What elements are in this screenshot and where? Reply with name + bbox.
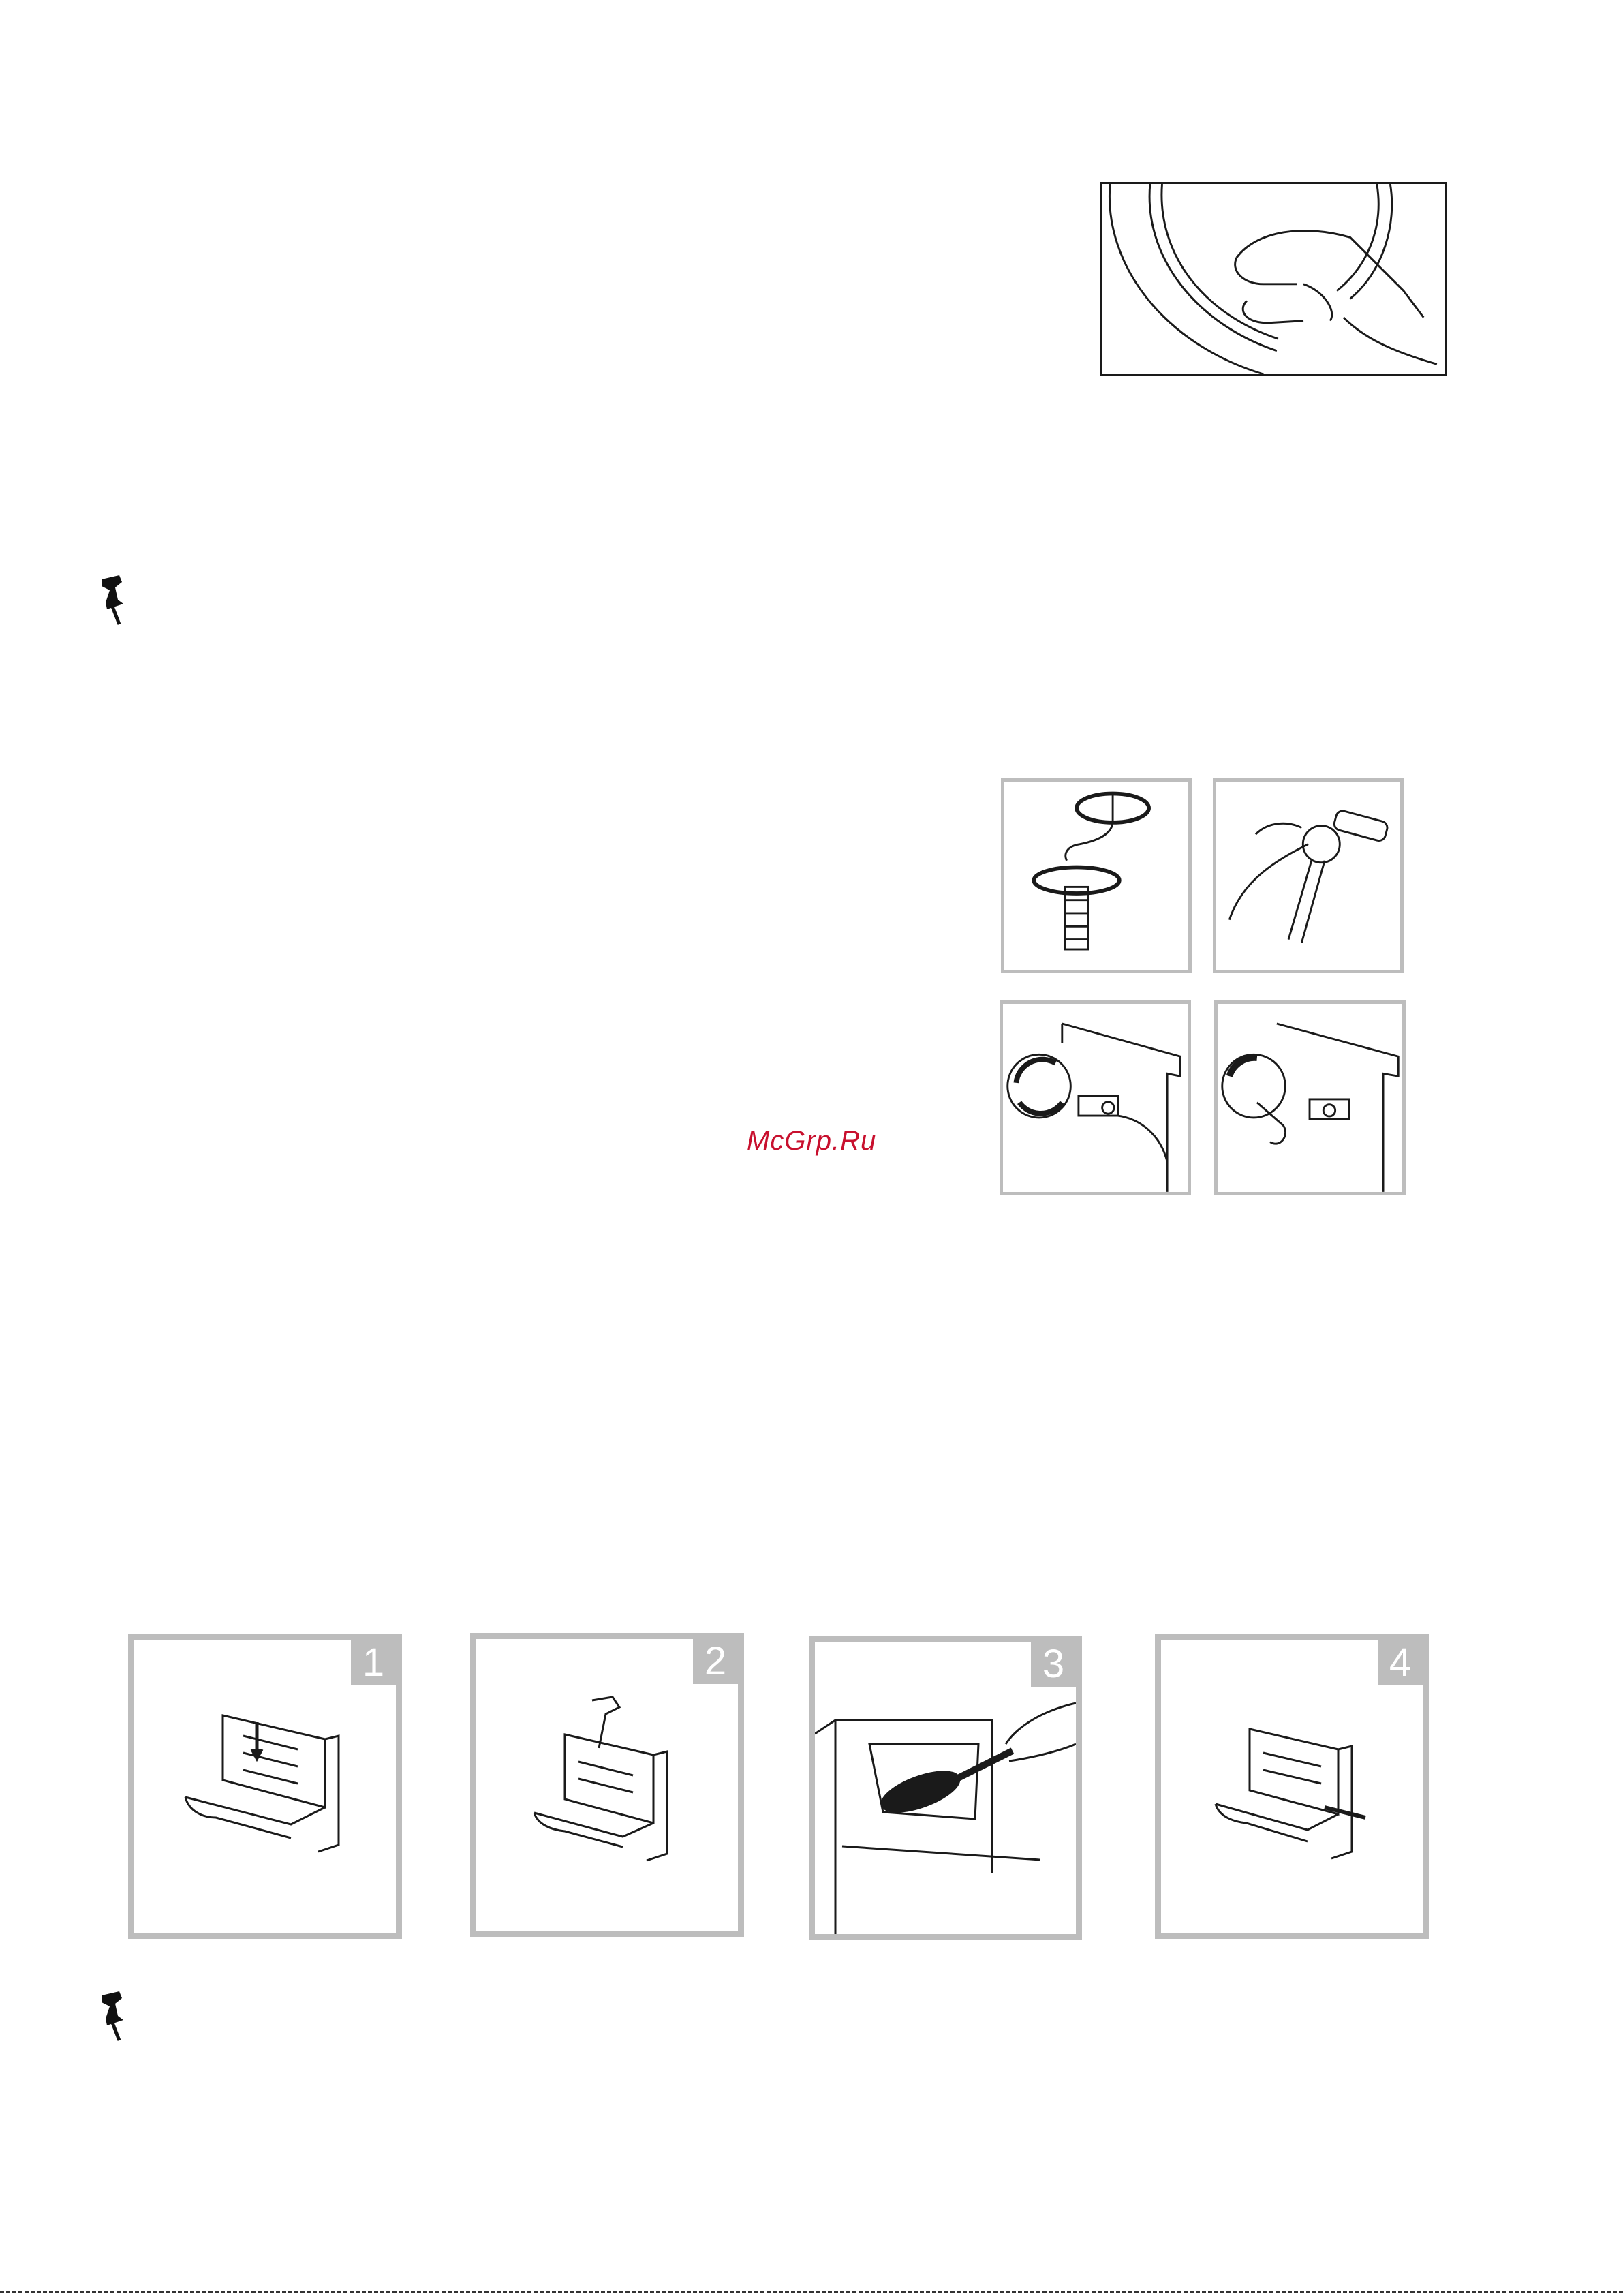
dispenser-step-4-figure: [1155, 1634, 1429, 1939]
inlet-hose-unscrew-figure: [1001, 778, 1192, 973]
machine-inlet-brush-figure: [1214, 1000, 1406, 1195]
machine-inlet-unscrew-figure: [1000, 1000, 1191, 1195]
inlet-filter-brush-figure: [1213, 778, 1404, 973]
dispenser-step-3-figure: [809, 1636, 1082, 1940]
step-number-badge: 3: [1031, 1642, 1076, 1687]
step-number-badge: 1: [351, 1640, 396, 1685]
step-number-badge: 4: [1378, 1640, 1423, 1685]
dispenser-step-1-figure: [128, 1634, 402, 1939]
door-seal-cleaning-figure: [1100, 182, 1447, 376]
pushpin-icon: [92, 572, 140, 627]
dispenser-step-2-figure: [470, 1633, 744, 1937]
watermark: McGrp.Ru: [747, 1126, 877, 1156]
page-bottom-rule: [0, 2291, 1623, 2293]
step-number-badge: 2: [693, 1639, 738, 1684]
pushpin-icon: [92, 1989, 140, 2043]
